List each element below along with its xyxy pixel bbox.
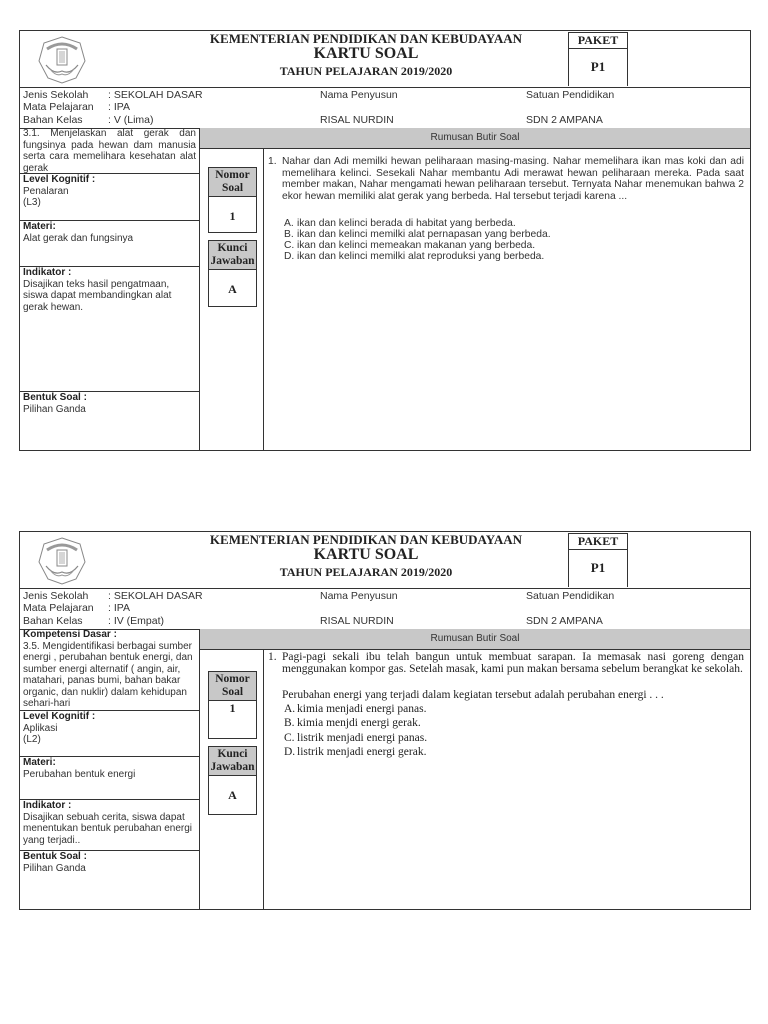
kunci-jawaban-label: Kunci Jawaban (209, 747, 256, 776)
kunci-jawaban-box (208, 746, 257, 815)
indikator-title: Indikator : (23, 800, 72, 811)
question-prompt: Perubahan energi yang terjadi dalam kegiatan tersebut adalah perubahan energi . . . (282, 689, 664, 701)
card-title: KARTU SOAL (313, 546, 419, 563)
paket-label: PAKET (569, 534, 627, 550)
question-text: Pagi-pagi sekali ibu telah bangun untuk membuat sarapan. Ia memasak nasi goreng dengan menggunakan kompor gas. Setelah masak, kami pun makan bersama sebelum berangkat ke sekolah. (282, 651, 744, 676)
indicator-column (20, 629, 200, 909)
card-header (20, 532, 750, 589)
answer-key-column (200, 649, 264, 909)
question-text: Nahar dan Adi memilki hewan peliharaan masing-masing. Nahar memelihara ikan mas koki dan adi memelihara kelinci. Sesekali Nahar membantu Adi merawat hewan peliharaan mereka. Pada saat member makan, Nahar mengamati hewan peliharaan tersebut. Ternyata Nahar menemukan bahwa 2 ekor hewan memiliki alat gerak yang berbeda. Hal tersebut terjadi karena ... (282, 156, 744, 202)
satuan-pendidikan-label: Satuan Pendidikan (526, 89, 615, 101)
kompetensi-dasar-section (20, 128, 199, 174)
materi-section (20, 221, 199, 267)
option-d[interactable]: D. listrik menjadi energi gerak. (284, 746, 427, 759)
option-b[interactable]: B. kimia menjdi energi gerak. (284, 717, 421, 730)
kompetensi-dasar-section (20, 629, 199, 711)
kompetensi-dasar-title: Kompetensi Dasar : (23, 629, 117, 640)
nama-penyusun-value: RISAL NURDIN (320, 615, 394, 627)
bahan-kelas-value: : V (Lima) (108, 114, 154, 126)
paket-box (568, 32, 628, 86)
bahan-kelas-value: : IV (Empat) (108, 615, 165, 627)
tut-wuri-handayani-logo-icon (36, 536, 88, 586)
materi-section (20, 757, 199, 800)
tut-wuri-handayani-logo-icon (36, 35, 88, 85)
level-kognitif-value: Aplikasi (23, 722, 58, 734)
rumusan-butir-soal-header: Rumusan Butir Soal (200, 128, 750, 149)
kunci-jawaban-value: A (228, 282, 237, 296)
materi-text: Alat gerak dan fungsinya (23, 232, 134, 244)
materi-text: Perubahan bentuk energi (23, 768, 136, 780)
jenis-sekolah-label: Jenis Sekolah (23, 89, 89, 101)
nomor-soal-value: 1 (229, 209, 236, 223)
nama-penyusun-label: Nama Penyusun (320, 590, 398, 602)
bentuk-soal-title: Bentuk Soal : (23, 392, 87, 403)
ministry-title: KEMENTERIAN PENDIDIKAN DAN KEBUDAYAAN (209, 31, 523, 46)
card-meta (20, 589, 750, 630)
jenis-sekolah-value: : SEKOLAH DASAR (108, 590, 203, 602)
paket-value: P1 (590, 59, 606, 74)
nomor-soal-label: Nomor Soal (209, 672, 256, 701)
level-kognitif-code: (L2) (23, 734, 41, 745)
bentuk-soal-section (20, 392, 199, 452)
option-c[interactable]: C. ikan dan kelinci memeakan makanan yang berbeda. (284, 240, 536, 251)
indicator-column (20, 128, 200, 450)
academic-year: TAHUN PELAJARAN 2019/2020 (279, 565, 453, 579)
nomor-soal-box (208, 167, 257, 233)
kunci-jawaban-value: A (228, 788, 237, 802)
mata-pelajaran-label: Mata Pelajaran (23, 101, 94, 113)
materi-title: Materi: (23, 221, 56, 232)
jenis-sekolah-label: Jenis Sekolah (23, 590, 89, 602)
materi-title: Materi: (23, 757, 56, 768)
indikator-text: Disajikan sebuah cerita, siswa dapat menentukan bentuk perubahan energi yang terjadi.. (23, 811, 193, 846)
level-kognitif-section (20, 174, 199, 221)
indikator-section (20, 267, 199, 392)
card-header (20, 31, 750, 88)
answer-key-column (200, 148, 264, 450)
option-d[interactable]: D. ikan dan kelinci memilki alat reproduksi yang berbeda. (284, 251, 545, 262)
question-area (264, 649, 750, 909)
answer-options (284, 702, 427, 760)
nomor-soal-box (208, 671, 257, 739)
question-card-2 (19, 531, 751, 910)
level-kognitif-section (20, 711, 199, 757)
mata-pelajaran-value: : IPA (108, 101, 130, 113)
paket-value: P1 (590, 560, 606, 575)
nama-penyusun-label: Nama Penyusun (320, 89, 398, 101)
level-kognitif-title: Level Kognitif : (23, 174, 96, 185)
card-meta (20, 88, 750, 129)
satuan-pendidikan-value: SDN 2 AMPANA (526, 615, 603, 627)
paket-label: PAKET (569, 33, 627, 49)
rumusan-butir-soal-header: Rumusan Butir Soal (200, 629, 750, 650)
question-number: 1. (268, 651, 277, 663)
bentuk-soal-text: Pilihan Ganda (23, 403, 86, 415)
level-kognitif-code: (L3) (23, 197, 41, 208)
kunci-jawaban-label: Kunci Jawaban (209, 241, 256, 270)
nomor-soal-value: 1 (229, 701, 236, 715)
satuan-pendidikan-value: SDN 2 AMPANA (526, 114, 603, 126)
bahan-kelas-label: Bahan Kelas (23, 615, 83, 627)
option-a[interactable]: A. ikan dan kelinci berada di habitat yang berbeda. (284, 218, 516, 229)
card-title: KARTU SOAL (313, 45, 419, 62)
indikator-title: Indikator : (23, 267, 72, 278)
bentuk-soal-section (20, 851, 199, 911)
level-kognitif-title: Level Kognitif : (23, 711, 96, 722)
option-a[interactable]: A. kimia menjadi energi panas. (284, 703, 427, 715)
question-area (264, 148, 750, 450)
nama-penyusun-value: RISAL NURDIN (320, 114, 394, 126)
mata-pelajaran-value: : IPA (108, 602, 130, 614)
satuan-pendidikan-label: Satuan Pendidikan (526, 590, 615, 602)
question-card-1 (19, 30, 751, 451)
indikator-section (20, 800, 199, 851)
card-body (20, 629, 750, 909)
kompetensi-dasar-text: 3.5. Mengidentifikasi berbagai sumber energi , perubahan bentuk energi, dan sumber energi alternatif ( angin, air, matahari, panas bumi, bahan bakar organic, dan nuklir) dalam kehidupan sehari-hari (23, 640, 193, 709)
jenis-sekolah-value: : SEKOLAH DASAR (108, 89, 203, 101)
option-b[interactable]: B. ikan dan kelinci memilki alat pernapasan yang berbeda. (284, 229, 551, 240)
bentuk-soal-text: Pilihan Ganda (23, 862, 86, 874)
ministry-title: KEMENTERIAN PENDIDIKAN DAN KEBUDAYAAN (209, 532, 523, 547)
mata-pelajaran-label: Mata Pelajaran (23, 602, 94, 614)
kunci-jawaban-box (208, 240, 257, 307)
paket-box (568, 533, 628, 587)
bahan-kelas-label: Bahan Kelas (23, 114, 83, 126)
indikator-text: Disajikan teks hasil pengatmaan, siswa dapat membandingkan alat gerak hewan. (23, 278, 172, 313)
nomor-soal-label: Nomor Soal (209, 168, 256, 197)
academic-year: TAHUN PELAJARAN 2019/2020 (279, 64, 453, 78)
bentuk-soal-title: Bentuk Soal : (23, 851, 87, 862)
question-number: 1. (268, 156, 277, 167)
option-c[interactable]: C. listrik menjadi energi panas. (284, 731, 428, 744)
answer-options (284, 218, 551, 262)
kompetensi-dasar-text: 3.1. Menjelaskan alat gerak dan fungsinya pada hewan dam manusia serta cara memelihara kesehatan alat gerak (23, 128, 196, 174)
level-kognitif-value: Penalaran (23, 185, 69, 197)
card-body (20, 128, 750, 450)
